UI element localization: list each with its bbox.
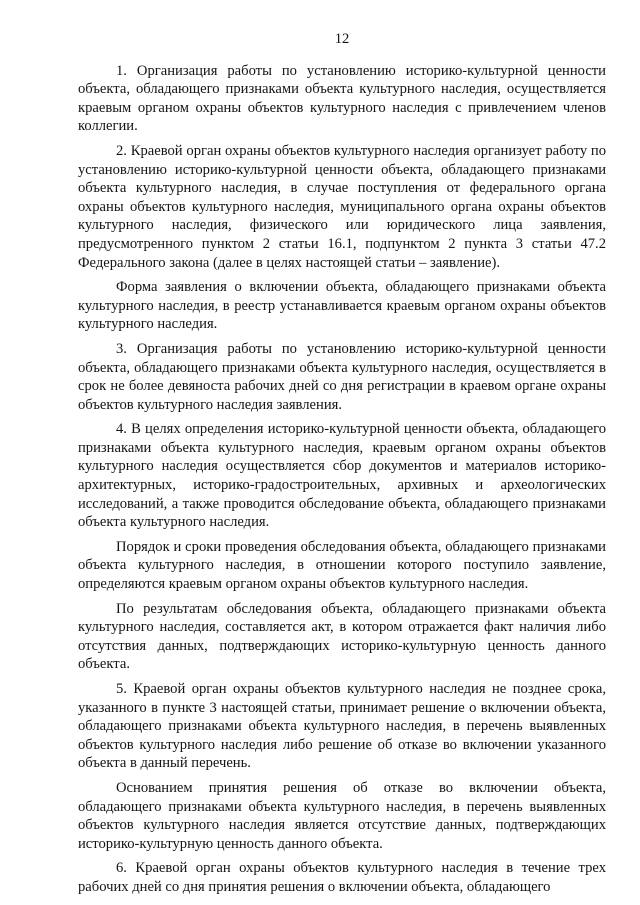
paragraph-4: 4. В целях определения историко-культурной ценности объекта, обладающего признаками объекта культурного наследия, краевым органом охраны объектов культурного наследия осуществляется сбор документов и материалов историко-архитектурных, историко-градостроительных, архивных и археологических исследований, а также проводится обследование объекта, обладающего признаками объекта культурного наследия. [78,421,606,531]
paragraph-6: 6. Краевой орган охраны объектов культурного наследия в течение трех рабочих дней со дня принятия решения о включении объекта, обладающего [78,860,606,895]
document-page [78,30,606,903]
paragraph-2: 2. Краевой орган охраны объектов культурного наследия организует работу по установлению историко-культурной ценности объекта, обладающего признаками объекта культурного наследия, в случае поступления от федерального органа охраны объектов культурного наследия, муниципального органа охраны объектов культурного наследия, физического или юридического лица заявления, предусмотренного пунктом 2 статьи 16.1, подпунктом 2 пункта 3 статьи 47.2 Федерального закона (далее в целях настоящей статьи – заявление). [78,142,606,271]
paragraph-3: 3. Организация работы по установлению историко-культурной ценности объекта, обладающего признаками объекта культурного наследия, осуществляется в срок не более девяноста рабочих дней со дня регистрации в краевом органе охраны объектов культурного наследия заявления. [78,340,606,413]
paragraph-5: 5. Краевой орган охраны объектов культурного наследия не позднее срока, указанного в пункте 3 настоящей статьи, принимает решение о включении объекта, обладающего признаками объекта культурного наследия, в перечень выявленных объектов культурного наследия либо решение об отказе во включении указанного объекта в данный перечень. [78,681,606,772]
paragraph-application-form: Форма заявления о включении объекта, обладающего признаками объекта культурного наследия, в реестр устанавливается краевым органом охраны объектов культурного наследия. [78,279,606,333]
paragraph-survey-act: По результатам обследования объекта, обладающего признаками объекта культурного наследия, составляется акт, в котором отражается факт наличия либо отсутствия данных, подтверждающих историко-культурную ценность данного объекта. [78,600,606,673]
paragraph-refusal-grounds: Основанием принятия решения об отказе во включении объекта, обладающего признаками объекта культурного наследия, в перечень выявленных объектов культурного наследия является отсутствие данных, подтверждающих историко-культурную ценность данного объекта. [78,779,606,852]
paragraph-1: 1. Организация работы по установлению историко-культурной ценности объекта, обладающего признаками объекта культурного наследия, осуществляется краевым органом охраны объектов культурного наследия с привлечением членов коллегии. [78,62,606,135]
paragraph-survey-procedure: Порядок и сроки проведения обследования объекта, обладающего признаками объекта культурного наследия, в отношении которого поступило заявление, определяются краевым органом охраны объектов культурного наследия. [78,538,606,593]
page-number: 12 [334,31,350,47]
